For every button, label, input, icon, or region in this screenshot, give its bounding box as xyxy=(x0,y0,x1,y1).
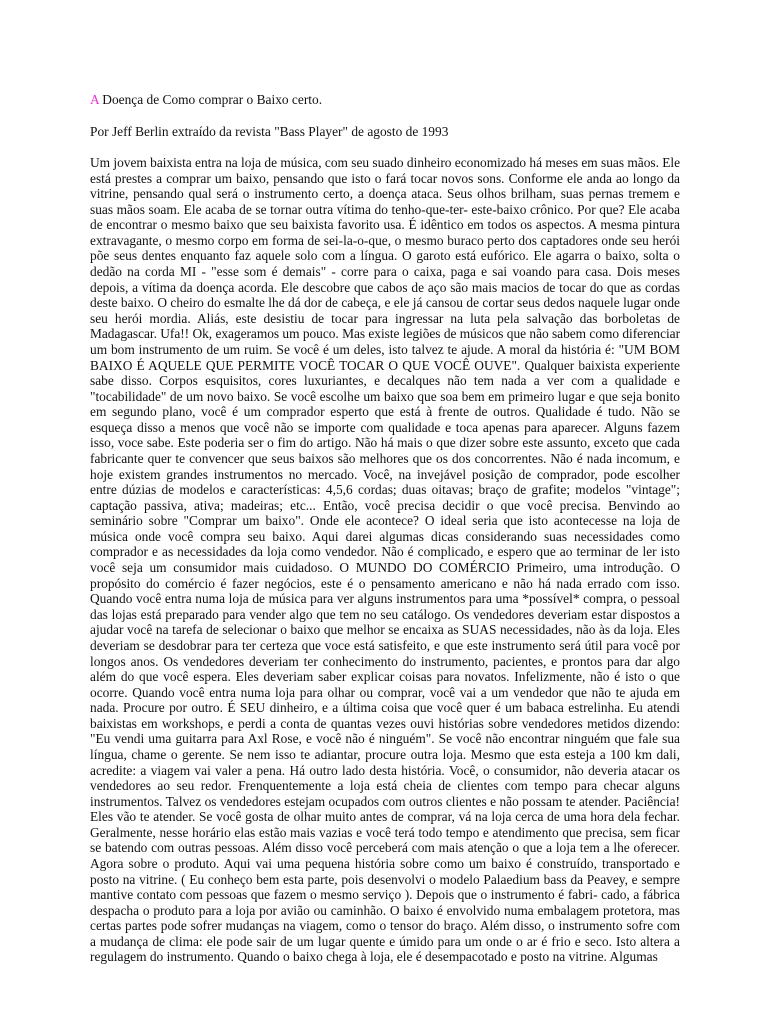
body-line: fabricante quer te convencer que seus baixos são melhores que os dos concorrentes. Não é nada incomum, e xyxy=(90,450,680,466)
body-line: captação passiva, ativa; madeiras; etc... Então, você precisa decidir o que você precisa. Benvindo ao xyxy=(90,497,680,513)
byline: Por Jeff Berlin extraído da revista "Bass Player" de agosto de 1993 xyxy=(90,124,449,139)
body-line: Agora sobre o produto. Aqui vai uma pequena história sobre como um baixo é construído, transportado e xyxy=(90,856,680,872)
body-line: Eles vão te atender. Se você gosta de olhar muito antes de comprar, vá na loja cerca de uma hora dela fechar. xyxy=(90,809,680,825)
body-line: em segundo plano, você é um comprador esperto que está à frente de outros. Qualidade é tudo. Não se xyxy=(90,404,680,420)
body-line: "tocabilidade" de um novo baixo. Se você escolhe um baixo que soa bem em primeiro lugar e que seja bonito xyxy=(90,388,680,404)
body-line: você seja um consumidor mais cuidadoso. O MUNDO DO COMÉRCIO Primeiro, uma introdução. O xyxy=(90,560,680,576)
body-line: a mudança de clima: ele pode sair de um lugar quente e úmido para um onde o ar é frio e seco. Isto altera a xyxy=(90,933,680,949)
body-line: comprador e as necessidades da loja como vendedor. Não é complicado, e espero que ao terminar de ler isto xyxy=(90,544,680,560)
document-title xyxy=(90,91,680,108)
body-line: extravagante, o mesmo corpo em forma de sei-la-o-que, o mesmo buraco perto dos captadores onde seu herói xyxy=(90,232,680,248)
body-line: regulagem do instrumento. Quando o baixo chega à loja, ele é desempacotado e posto na vitrine. Algumas xyxy=(90,949,658,965)
title-text: Doença de Como comprar o Baixo certo. xyxy=(98,92,323,107)
body-line: entre dúzias de modelos e características: 4,5,6 cordas; duas oitavas; braço de grafite; modelos "vintage"; xyxy=(90,482,680,498)
body-line: põe seus dentes enquanto faz aquele solo com a língua. O garoto está eufórico. Ele agarra o baixo, solta o xyxy=(90,248,680,264)
body-line: "Eu vendi uma guitarra para Axl Rose, e você não é ninguém". Se você não encontrar ninguém que fale sua xyxy=(90,731,680,747)
body-line: se batendo com outras pessoas. Além disso você perceberá com mais atenção o que a loja tem a lhe oferecer. xyxy=(90,840,680,856)
body-line: longos anos. Os vendedores deveriam ter conhecimento do instrumento, pacientes, e prontos para dar algo xyxy=(90,653,680,669)
body-line: deveriam se desdobrar para ter certeza que voce está satisfeito, e que este instrumento será útil para você por xyxy=(90,637,680,653)
article-body xyxy=(90,155,680,965)
body-line: seminário sobre "Comprar um baixo". Onde ele acontece? O ideal seria que isto acontecesse na loja de xyxy=(90,513,680,529)
body-line: posto na vitrine. ( Eu conheço bem esta parte, pois desenvolvi o modelo Palaedium bass da Peavey, e sempre xyxy=(90,871,680,887)
body-line: Madagascar. Ufa!! Ok, exageramos um pouco. Mas existe legiões de músicos que não sabem como diferenciar xyxy=(90,326,680,342)
body-line: instrumentos. Talvez os vendedores estejam ocupados com outros clientes e não possam te atender. Paciência! xyxy=(90,793,680,809)
body-line: nada. Procure por outro. É SEU dinheiro, e a última coisa que você quer é um babaca estrelinha. Eu atendi xyxy=(90,700,680,716)
body-line: deste baixo. O cheiro do esmalte lhe dá dor de cabeça, e ele já cansou de cortar seus dedos naquele lugar onde xyxy=(90,295,680,311)
body-line: mantive contato com pessoas que fazem o mesmo serviço ). Depois que o instrumento é fabri- cado, a fábrica xyxy=(90,887,680,903)
body-line: acredite: a viagem vai valer a pena. Há outro lado desta história. Você, o consumidor, não deveria atacar os xyxy=(90,762,680,778)
body-line: ocorre. Quando você entra numa loja para olhar ou comprar, você vai a um vendedor que não te ajuda em xyxy=(90,684,680,700)
body-line: Quando você entra numa loja de música para ver alguns instrumentos para uma *possível* compra, o pessoal xyxy=(90,591,680,607)
body-line: propósito do comércio é fazer negócios, este é o pensamento americano e não há nada errado com isso. xyxy=(90,575,680,591)
body-line: despacha o produto para a loja por avião ou caminhão. O baixo é envolvido numa embalagem protetora, mas xyxy=(90,902,680,918)
body-line: suas mãos soam. Ele acaba de se tornar outra vítima do tenho-que-ter- este-baixo crônico. Por que? Ele acaba xyxy=(90,201,680,217)
body-line: ajudar você na tarefa de selecionar o baixo que melhor se encaixa as SUAS necessidades, não às da loja. Eles xyxy=(90,622,680,638)
body-line: dedão na corda MI - "esse som é demais" - corre para o caixa, paga e sai voando para casa. Dois meses xyxy=(90,264,680,280)
body-line: vendedores ao seu redor. Frenquentemente a loja está cheia de clientes com tempo para checar alguns xyxy=(90,778,680,794)
body-line: um bom instrumento de um ruim. Se você é um deles, isto talvez te ajude. A moral da história é: "UM BOM xyxy=(90,341,680,357)
body-line: além do que você espera. Eles deveriam saber explicar coisas para novatos. Infelizmente, não é isto o que xyxy=(90,669,680,685)
body-line: está prestes a comprar um baixo, pensando que isto o fará tocar novos sons. Conforme ele anda ao longo da xyxy=(90,170,680,186)
document-page xyxy=(90,91,680,965)
body-line: baixistas em workshops, e perdi a conta de quantas vezes ouvi histórias sobre vendedores metidos dizendo: xyxy=(90,715,680,731)
body-line: certas partes pode sofrer mudanças na viagem, como o tensor do braço. Além disso, o instrumento sofre com xyxy=(90,918,680,934)
body-line: língua, chame o gerente. Se nem isso te adiantar, procure outra loja. Mesmo que esta esteja a 100 km dali, xyxy=(90,746,680,762)
body-line: vitrine, pensando qual será o instrumento certo, a doença ataca. Seus olhos brilham, suas pernas tremem e xyxy=(90,186,680,202)
body-line: sabe disso. Corpos esquisitos, cores luxuriantes, e decalques não tem nada a ver com a qualidade e xyxy=(90,373,680,389)
body-line: das lojas está preparado para vender algo que tem no seu catálogo. Os vendedores deveriam estar dispostos a xyxy=(90,606,680,622)
title-initial-letter: A xyxy=(90,92,99,107)
body-line: hoje existem grandes instrumentos no mercado. Você, na invejável posição de comprador, pode escolher xyxy=(90,466,680,482)
body-line: Geralmente, nesse horário elas estão mais vazias e você terá todo tempo e atendimento que precisa, sem ficar xyxy=(90,824,680,840)
body-line: música onde você compra seu baixo. Aqui darei algumas dicas considerando suas necessidades como xyxy=(90,528,680,544)
body-line: BAIXO É AQUELE QUE PERMITE VOCÊ TOCAR O QUE VOCÊ OUVE". Qualquer baixista experiente xyxy=(90,357,680,373)
body-line: isso, voce sabe. Este poderia ser o fim do artigo. Não há mais o que dizer sobre este assunto, exceto que cada xyxy=(90,435,680,451)
body-line: seu herói mordia. Aliás, este desistiu de tocar para ingressar na luta pela salvação das borboletas de xyxy=(90,310,680,326)
body-line: Um jovem baixista entra na loja de música, com seu suado dinheiro economizado há meses em suas mãos. Ele xyxy=(90,155,681,170)
body-line: depois, a vítima da doença acorda. Ele descobre que cabos de aço são mais macios de tocar do que as cordas xyxy=(90,279,680,295)
body-line: de encontrar o mesmo baixo que seu baixista favorito usa. É idêntico em todos os aspectos. A mesma pintura xyxy=(90,217,680,233)
body-line: esqueça disso a menos que você não se importe com qualidade e toca apenas para aparecer. Alguns fazem xyxy=(90,419,680,435)
